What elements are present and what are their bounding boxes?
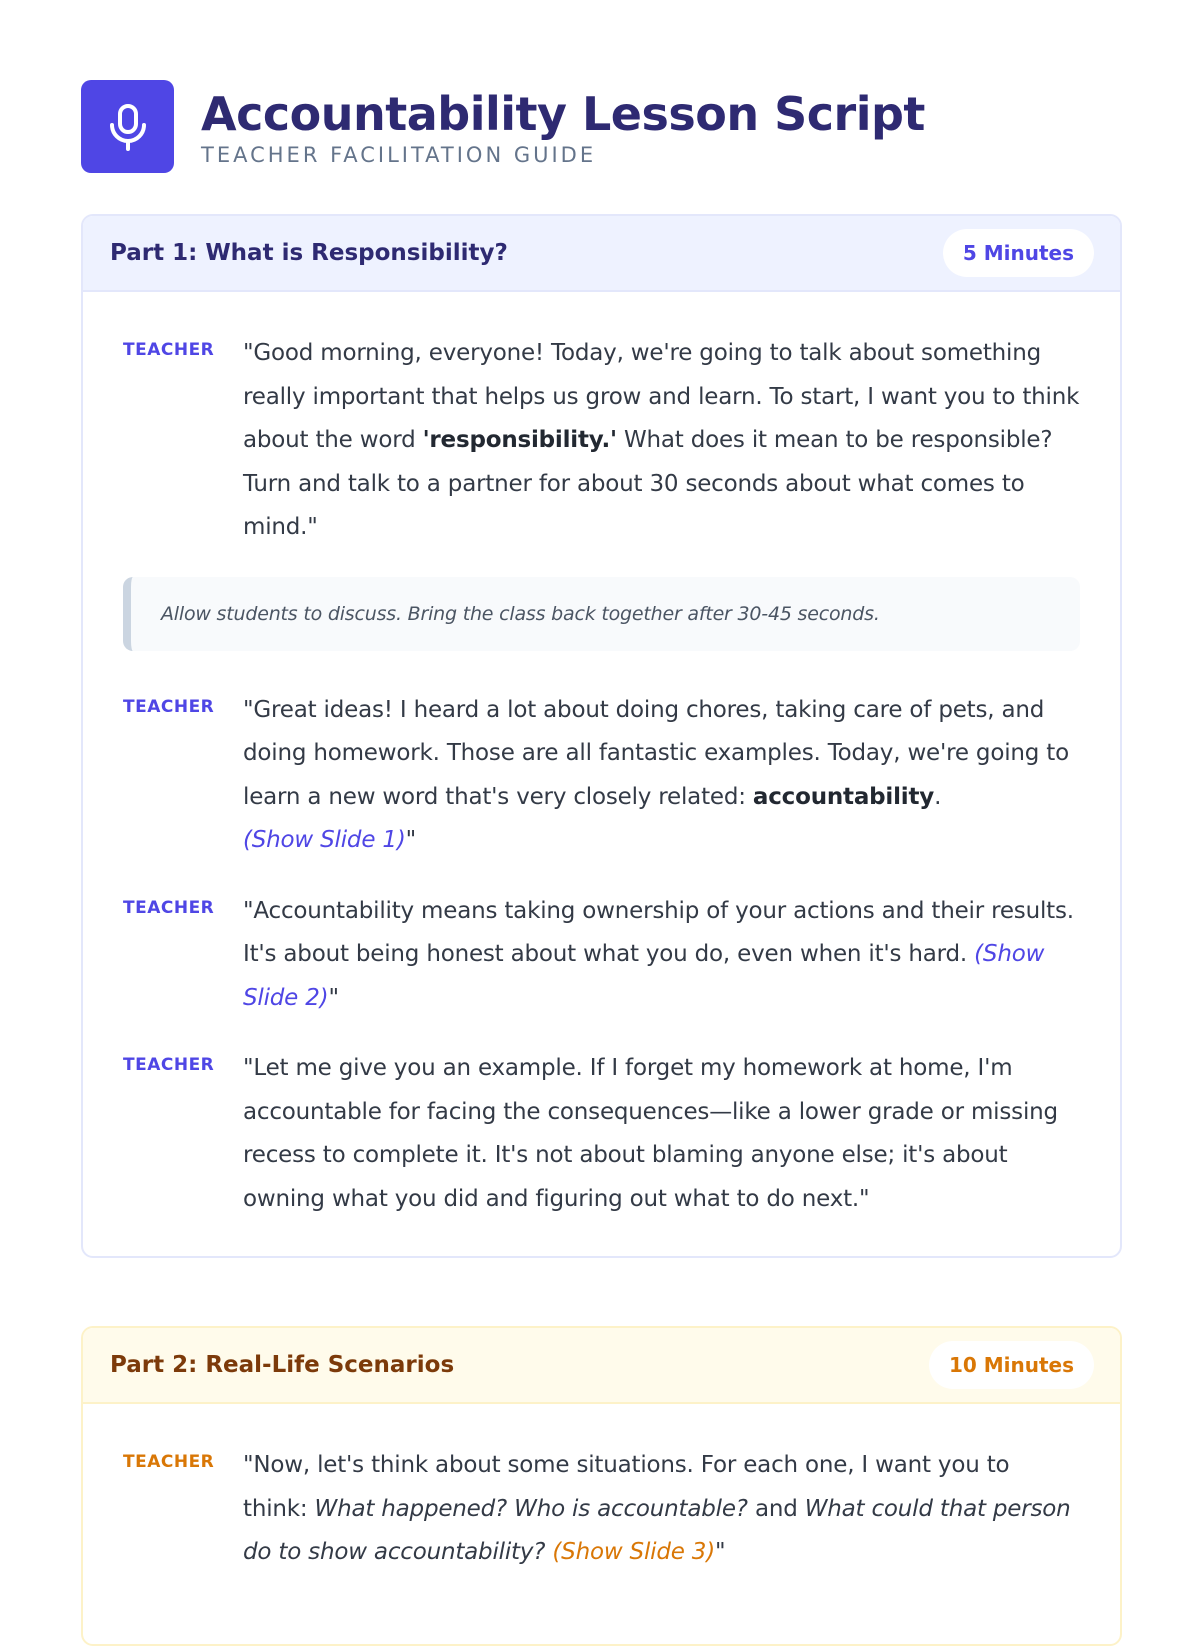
page-subtitle: TEACHER FACILITATION GUIDE xyxy=(201,143,597,167)
slide-cue: (Show Slide 1) xyxy=(243,827,406,853)
part1-duration-badge: 5 Minutes xyxy=(943,229,1094,277)
part1-body xyxy=(83,292,1120,1258)
speaker-label: TEACHER xyxy=(123,1452,215,1472)
emphasis-term: accountability xyxy=(752,783,935,810)
slide-cue: (Show Slide 3) xyxy=(552,1539,715,1565)
teacher-speech: "Now, let's think about some situations. For each one, I want you to think: What happened? Who is accountable? and What could that person do to show accountability? (Show Slide 3)" xyxy=(243,1452,1071,1565)
part2-header xyxy=(83,1328,1120,1404)
guiding-question: What happened? Who is accountable? xyxy=(314,1495,748,1522)
part1-header xyxy=(83,216,1120,292)
part2-duration-badge: 10 Minutes xyxy=(929,1341,1094,1389)
speaker-label: TEACHER xyxy=(123,897,215,918)
teacher-speech: "Great ideas! I heard a lot about doing chores, taking care of pets, and doing homework. Those are all fantastic examples. Today, we're going to learn a new word that's very closely related: accountability. (Show Slide 1)" xyxy=(243,696,1069,853)
script-line xyxy=(123,890,1080,1021)
microphone-icon xyxy=(81,80,174,173)
teacher-speech: "Good morning, everyone! Today, we're going to talk about something really important that helps us grow and learn. To start, I want you to think about the word 'responsibility.' What does it mean to be responsible? Turn and talk to a partner for about 30 seconds about what comes to mind." xyxy=(243,340,1080,540)
page-header xyxy=(81,80,925,173)
part2-title: Part 2: Real-Life Scenarios xyxy=(110,1352,455,1378)
part2-card xyxy=(81,1326,1122,1646)
teacher-speech: "Accountability means taking ownership of your actions and their results. It's about being honest about what you do, even when it's hard. (Show Slide 2)" xyxy=(243,897,1074,1011)
part1-card xyxy=(81,214,1122,1258)
speaker-label: TEACHER xyxy=(123,1055,215,1075)
part1-title: Part 1: What is Responsibility? xyxy=(110,240,508,266)
speaker-label: TEACHER xyxy=(123,340,215,360)
script-line xyxy=(123,1047,1080,1221)
script-line xyxy=(123,332,1080,550)
slide-cue: (Show Slide 2) xyxy=(243,941,1045,1011)
guiding-question: What could that person do to show accountability? xyxy=(243,1495,1071,1565)
facilitation-note: Allow students to discuss. Bring the class back together after 30-45 seconds. xyxy=(123,577,1080,651)
speaker-label: TEACHER xyxy=(123,696,215,717)
teacher-speech: "Let me give you an example. If I forget my homework at home, I'm accountable for facing the consequences—like a lower grade or missing recess to complete it. It's not about blaming anyone else; it's about owning what you did and figuring out what to do next." xyxy=(243,1055,1058,1212)
part2-body xyxy=(83,1404,1120,1632)
script-line xyxy=(123,689,1080,863)
script-line xyxy=(123,1444,1080,1575)
page-title: Accountability Lesson Script xyxy=(201,87,925,141)
emphasis-term: 'responsibility.' xyxy=(422,427,617,453)
